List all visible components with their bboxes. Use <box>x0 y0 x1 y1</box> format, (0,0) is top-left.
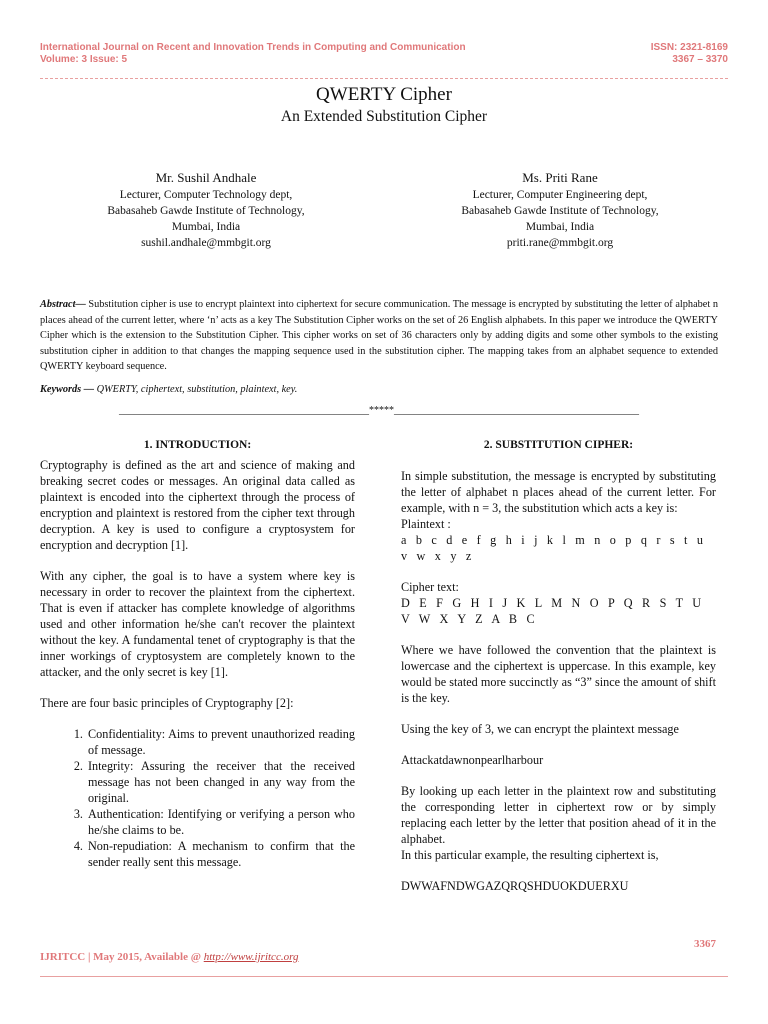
subst-paragraph-2: Where we have followed the convention that the plaintext is lowercase and the ciphertext is uppercase. In this example, key would be stated more succinctly as “3” since the amount of shift is the key. <box>401 643 716 705</box>
journal-issn: ISSN: 2321-8169 <box>650 42 728 53</box>
plaintext-sequence: a b c d e f g h i j k l m n o p q r s t u v w x y z <box>401 533 707 563</box>
footer-link[interactable]: http://www.ijritcc.org <box>203 951 299 963</box>
author-name: Ms. Priti Rane <box>522 170 598 185</box>
list-item: 2. Integrity: Assuring the receiver that the received message has not been changed in any way from the original. <box>86 758 355 806</box>
author-email: priti.rane@mmbgit.org <box>506 237 614 249</box>
right-column <box>401 437 716 909</box>
intro-paragraph-3: There are four basic principles of Cryptography [2]: <box>40 696 294 710</box>
author-role: Lecturer, Computer Engineering dept, <box>472 189 648 201</box>
list-item: 1. Confidentiality: Aims to prevent unauthorized reading of message. <box>86 726 355 758</box>
keywords <box>40 384 718 395</box>
page-number: 3367 <box>694 938 716 950</box>
plaintext-label: Plaintext : <box>401 517 451 531</box>
author-block-1 <box>56 170 356 251</box>
author-name: Mr. Sushil Andhale <box>155 170 257 185</box>
author-institute: Babasaheb Gawde Institute of Technology, <box>461 205 659 217</box>
subst-paragraph-3: Using the key of 3, we can encrypt the plaintext message <box>401 722 679 736</box>
left-column <box>40 437 355 870</box>
page-footer <box>40 951 298 963</box>
subst-paragraph-5: In this particular example, the resulting ciphertext is, <box>401 848 659 862</box>
list-item: 3. Authentication: Identifying or verifying a person who he/she claims to be. <box>86 806 355 838</box>
footer-text: IJRITCC | May 2015, Available @ <box>40 951 204 963</box>
ciphertext-label: Cipher text: <box>401 580 459 594</box>
subst-paragraph-4: By looking up each letter in the plaintext row and substituting the corresponding letter in ciphertext row or by simply replacing each letter by the letter that position ahead of it in the alphabet. <box>401 784 716 846</box>
keywords-label: Keywords — <box>40 384 95 395</box>
intro-paragraph-1: Cryptography is defined as the art and science of making and breaking secret codes or messages. An original data called as plaintext is encoded into the ciphertext through the process of encryption and plaintext is restored from the cipher text through decryption. A key is used to configure a cryptosystem for encryption and decryption [1]. <box>40 458 355 552</box>
journal-name: International Journal on Recent and Innovation Trends in Computing and Communication <box>40 42 466 53</box>
section-separator: __________________________________________________*****_________________________________________________ <box>119 405 639 416</box>
footer-divider <box>40 976 728 977</box>
journal-pages: 3367 – 3370 <box>672 54 728 65</box>
plaintext-message: Attackatdawnonpearlharbour <box>401 753 544 767</box>
author-institute: Babasaheb Gawde Institute of Technology, <box>107 205 305 217</box>
abstract <box>40 297 718 375</box>
author-block-2 <box>410 170 710 251</box>
paper-subtitle: An Extended Substitution Cipher <box>280 108 488 125</box>
author-city: Mumbai, India <box>171 221 241 233</box>
author-role: Lecturer, Computer Technology dept, <box>119 189 293 201</box>
keywords-text: QWERTY, ciphertext, substitution, plaintext, key. <box>94 384 298 395</box>
subst-paragraph-1: In simple substitution, the message is encrypted by substituting the letter of alphabet n places ahead of the current letter. For example, with n = 3, the substitution which acts a key is: <box>401 469 716 515</box>
paper-title: QWERTY Cipher <box>316 84 452 105</box>
journal-volume: Volume: 3 Issue: 5 <box>40 54 128 65</box>
principles-list <box>40 726 355 870</box>
section-heading-substitution: 2. SUBSTITUTION CIPHER: <box>483 439 634 451</box>
resulting-ciphertext: DWWAFNDWGAZQRQSHDUOKDUERXU <box>401 879 629 893</box>
abstract-text: Substitution cipher is use to encrypt plaintext into ciphertext for secure communication. The message is encrypted by substituting the letter of alphabet n places ahead of the current letter, where ‘n’ acts as a key The Substitution Cipher works on the set of 26 English alphabets. In this paper we introduce the QWERTY Cipher which is the extension to the Substitution Cipher. This cipher works on set of 36 characters only by adding digits and some other symbols to the existing substitution cipher in addition to that changes the mapping sequence used in the substitution cipher. The mapping takes from an alphabet sequence to extended QWERTY keyboard sequence. <box>40 299 718 372</box>
author-city: Mumbai, India <box>525 221 595 233</box>
author-email: sushil.andhale@mmbgit.org <box>141 237 271 249</box>
ciphertext-sequence: D E F G H I J K L M N O P Q R S T U V W X Y Z A B C <box>401 596 705 626</box>
header-divider <box>40 78 728 79</box>
list-item: 4. Non-repudiation: A mechanism to confirm that the sender really sent this message. <box>86 838 355 870</box>
section-heading-introduction: 1. INTRODUCTION: <box>143 439 252 451</box>
abstract-label: Abstract— <box>40 299 86 310</box>
intro-paragraph-2: With any cipher, the goal is to have a system where key is necessary in order to recover the plaintext from the ciphertext. That is even if attacker has complete knowledge of algorithms used and other information he/she can't recover the plaintext without the key. A fundamental tenet of cryptography is that the inner workings of cryptosystem are completely known to the attacker, and the only secret is key [1]. <box>40 569 355 679</box>
